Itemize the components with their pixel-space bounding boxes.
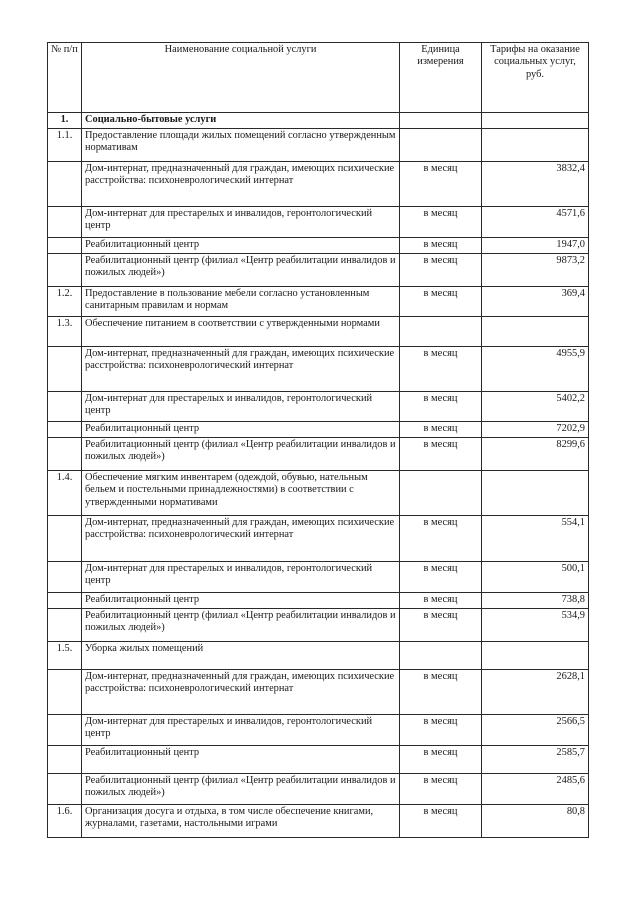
row-number-cell [48,422,82,438]
table-row [48,593,589,609]
table-row [48,774,589,805]
table-header-row [48,43,589,113]
tariff-cell [482,642,589,670]
service-name-cell: Реабилитационный центр [82,238,400,254]
tariff-cell [482,113,589,129]
unit-cell: в месяц [400,805,482,838]
tariff-table [47,42,589,838]
tariff-cell: 4571,6 [482,207,589,238]
unit-cell: в месяц [400,609,482,642]
service-name-cell: Дом-интернат для престарелых и инвалидов, геронтологический центр [82,207,400,238]
tariff-cell: 738,8 [482,593,589,609]
row-number-cell [48,746,82,774]
row-number-cell: 1.3. [48,317,82,347]
unit-cell: в месяц [400,438,482,471]
tariff-cell: 534,9 [482,609,589,642]
table-row [48,207,589,238]
tariff-cell [482,129,589,162]
tariff-cell: 369,4 [482,287,589,317]
table-row [48,317,589,347]
service-name-cell: Дом-интернат, предназначенный для граждан, имеющих психические расстройства: психоневрологический интернат [82,670,400,715]
service-name-cell: Реабилитационный центр (филиал «Центр реабилитации инвалидов и пожилых людей») [82,609,400,642]
header-unit: Единица измерения [400,43,482,113]
tariff-cell: 3832,4 [482,162,589,207]
header-service-name: Наименование социальной услуги [82,43,400,113]
unit-cell: в месяц [400,347,482,392]
unit-cell: в месяц [400,746,482,774]
service-name-cell: Обеспечение мягким инвентарем (одеждой, обувью, нательным бельем и постельными принадлежностями) в соответствии с утвержденными нормативами [82,471,400,516]
table-row [48,347,589,392]
table-row [48,642,589,670]
table-row [48,438,589,471]
row-number-cell: 1.6. [48,805,82,838]
service-name-cell: Дом-интернат, предназначенный для граждан, имеющих психические расстройства: психоневрологический интернат [82,516,400,562]
table-row [48,287,589,317]
service-name-cell: Дом-интернат, предназначенный для граждан, имеющих психические расстройства: психоневрологический интернат [82,162,400,207]
tariff-cell: 2485,6 [482,774,589,805]
unit-cell: в месяц [400,562,482,593]
tariff-cell [482,317,589,347]
unit-cell: в месяц [400,238,482,254]
tariff-cell: 1947,0 [482,238,589,254]
row-number-cell [48,392,82,422]
row-number-cell: 1. [48,113,82,129]
unit-cell: в месяц [400,670,482,715]
service-name-cell: Дом-интернат для престарелых и инвалидов, геронтологический центр [82,392,400,422]
table-row [48,562,589,593]
tariff-cell: 7202,9 [482,422,589,438]
table-row [48,162,589,207]
row-number-cell [48,347,82,392]
service-name-cell: Предоставление в пользование мебели согласно установленным санитарным правилам и нормам [82,287,400,317]
unit-cell: в месяц [400,254,482,287]
tariff-cell: 5402,2 [482,392,589,422]
row-number-cell [48,670,82,715]
row-number-cell: 1.1. [48,129,82,162]
row-number-cell: 1.4. [48,471,82,516]
table-row [48,422,589,438]
tariff-cell: 9873,2 [482,254,589,287]
row-number-cell [48,438,82,471]
table-row [48,670,589,715]
table-row [48,715,589,746]
row-number-cell [48,593,82,609]
header-tariff: Тарифы на оказание социальных услуг, руб. [482,43,589,113]
service-name-cell: Уборка жилых помещений [82,642,400,670]
service-name-cell: Реабилитационный центр [82,746,400,774]
section-row [48,113,589,129]
header-number: № п/п [48,43,82,113]
row-number-cell [48,238,82,254]
tariff-cell: 500,1 [482,562,589,593]
row-number-cell [48,609,82,642]
service-name-cell: Дом-интернат для престарелых и инвалидов, геронтологический центр [82,715,400,746]
tariff-cell: 554,1 [482,516,589,562]
unit-cell [400,317,482,347]
service-name-cell: Обеспечение питанием в соответствии с утвержденными нормами [82,317,400,347]
table-row [48,805,589,838]
row-number-cell: 1.5. [48,642,82,670]
unit-cell [400,129,482,162]
table-body [48,113,589,838]
table-row [48,238,589,254]
table-row [48,471,589,516]
unit-cell: в месяц [400,715,482,746]
unit-cell: в месяц [400,162,482,207]
service-name-cell: Дом-интернат для престарелых и инвалидов, геронтологический центр [82,562,400,593]
row-number-cell [48,516,82,562]
unit-cell [400,642,482,670]
table-row [48,392,589,422]
unit-cell: в месяц [400,516,482,562]
unit-cell: в месяц [400,422,482,438]
service-name-cell: Предоставление площади жилых помещений согласно утвержденным нормативам [82,129,400,162]
tariff-cell: 4955,9 [482,347,589,392]
tariff-cell: 80,8 [482,805,589,838]
service-name-cell: Дом-интернат, предназначенный для граждан, имеющих психические расстройства: психоневрологический интернат [82,347,400,392]
tariff-cell: 2628,1 [482,670,589,715]
tariff-cell [482,471,589,516]
service-name-cell: Реабилитационный центр (филиал «Центр реабилитации инвалидов и пожилых людей») [82,774,400,805]
unit-cell: в месяц [400,392,482,422]
row-number-cell: 1.2. [48,287,82,317]
row-number-cell [48,162,82,207]
unit-cell: в месяц [400,593,482,609]
table-row [48,129,589,162]
table-row [48,746,589,774]
service-name-cell: Реабилитационный центр (филиал «Центр реабилитации инвалидов и пожилых людей») [82,438,400,471]
service-name-cell: Реабилитационный центр (филиал «Центр реабилитации инвалидов и пожилых людей») [82,254,400,287]
tariff-cell: 8299,6 [482,438,589,471]
service-name-cell: Реабилитационный центр [82,422,400,438]
row-number-cell [48,774,82,805]
row-number-cell [48,207,82,238]
unit-cell [400,113,482,129]
unit-cell: в месяц [400,207,482,238]
table-row [48,609,589,642]
unit-cell: в месяц [400,774,482,805]
service-name-cell: Социально-бытовые услуги [82,113,400,129]
service-name-cell: Организация досуга и отдыха, в том числе обеспечение книгами, журналами, газетами, настольными играми [82,805,400,838]
row-number-cell [48,562,82,593]
service-name-cell: Реабилитационный центр [82,593,400,609]
tariff-cell: 2585,7 [482,746,589,774]
row-number-cell [48,254,82,287]
tariff-cell: 2566,5 [482,715,589,746]
unit-cell [400,471,482,516]
row-number-cell [48,715,82,746]
unit-cell: в месяц [400,287,482,317]
table-row [48,254,589,287]
table-row [48,516,589,562]
